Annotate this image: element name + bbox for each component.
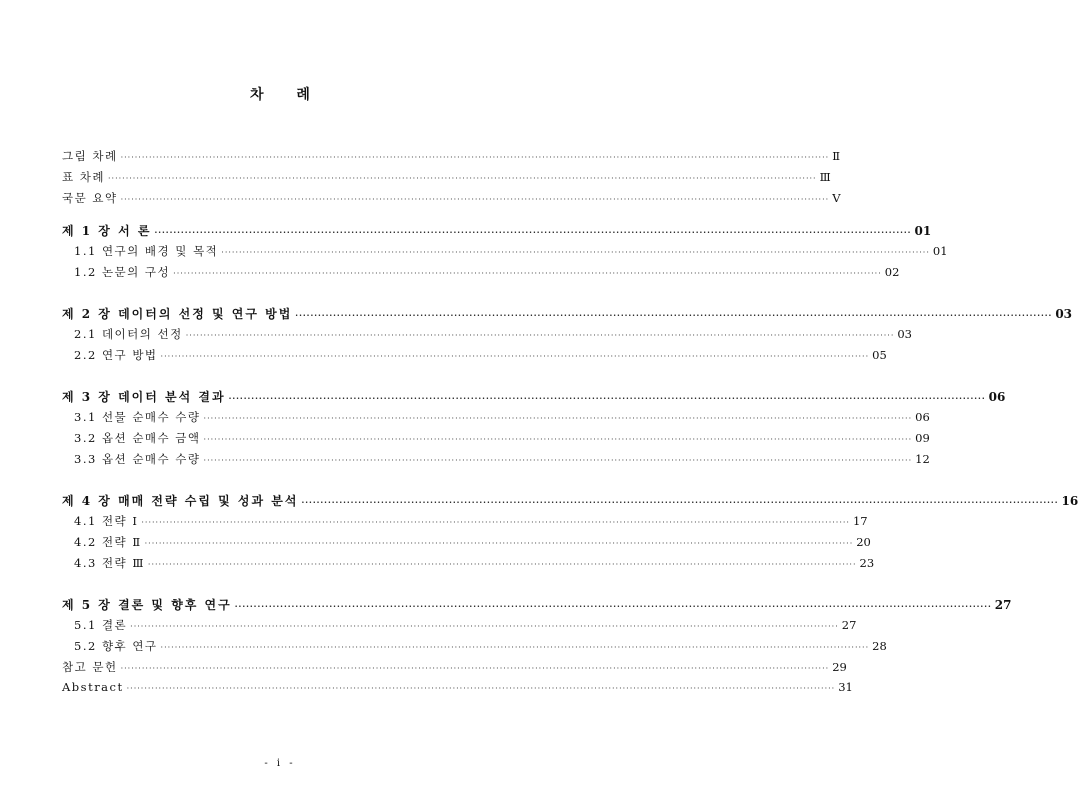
- toc-section-5-2[interactable]: [62, 638, 887, 659]
- leader-dots: ········································································································································································································: [120, 195, 830, 204]
- section-page: 02: [884, 265, 900, 279]
- toc-entry-page: 31: [838, 680, 853, 694]
- toc-entry-page: Ⅱ: [832, 149, 841, 163]
- leader-dots: ········································································································································································································: [295, 310, 1053, 320]
- section-label: 2.1 데이터의 선정: [74, 327, 183, 341]
- toc-entry-label: 그림 차례: [62, 149, 118, 163]
- chapter-label: 제 1 장 서 론: [62, 224, 152, 238]
- leader-dots: ········································································································································································································: [185, 331, 895, 340]
- leader-dots: ········································································································································································································: [120, 153, 830, 162]
- toc-section-3-3[interactable]: [62, 451, 930, 472]
- section-label: 5.2 향후 연구: [74, 639, 158, 653]
- chapter-label: 제 2 장 데이터의 선정 및 연구 방법: [62, 307, 293, 321]
- toc-entry-figures[interactable]: [62, 148, 841, 169]
- toc-entry-label: Abstract: [62, 680, 124, 694]
- toc-chapter-4[interactable]: [62, 492, 1078, 513]
- leader-dots: ········································································································································································································: [221, 248, 930, 257]
- section-page: 12: [915, 452, 930, 466]
- section-page: 05: [872, 348, 887, 362]
- leader-dots: ········································································································································································································: [160, 352, 870, 361]
- leader-dots: ········································································································································································································: [147, 560, 857, 569]
- section-label: 1.1 연구의 배경 및 목적: [74, 244, 219, 258]
- chapter-label: 제 4 장 매매 전략 수립 및 성과 분석: [62, 494, 299, 508]
- chapter-label: 제 5 장 결론 및 향후 연구: [62, 598, 232, 612]
- section-label: 4.3 전략 Ⅲ: [74, 556, 145, 570]
- toc-section-1-1[interactable]: [62, 243, 948, 264]
- table-of-contents: [62, 148, 1078, 701]
- toc-chapter-2[interactable]: [62, 305, 1073, 326]
- section-label: 4.1 전략 Ⅰ: [74, 514, 139, 528]
- leader-dots: ········································································································································································································: [203, 414, 913, 423]
- toc-section-3-2[interactable]: [62, 430, 930, 451]
- toc-chapter-5[interactable]: [62, 596, 1012, 617]
- toc-section-2-2[interactable]: [62, 347, 887, 368]
- toc-section-3-1[interactable]: [62, 409, 930, 430]
- chapter-page: 16: [1061, 494, 1078, 508]
- leader-dots: ········································································································································································································: [130, 622, 839, 631]
- leader-dots: ········································································································································································································: [107, 174, 817, 183]
- leader-dots: ········································································································································································································: [301, 497, 1059, 507]
- section-page: 28: [872, 639, 887, 653]
- leader-dots: ········································································································································································································: [154, 227, 912, 237]
- toc-entry-tables[interactable]: [62, 169, 831, 190]
- section-page: 27: [841, 618, 857, 632]
- section-page: 06: [915, 410, 930, 424]
- toc-section-4-2[interactable]: [62, 534, 871, 555]
- toc-title: 차 례: [250, 87, 324, 103]
- toc-entry-page: Ⅲ: [819, 170, 831, 184]
- leader-dots: ········································································································································································································: [120, 664, 830, 673]
- toc-entry-page: 29: [832, 660, 847, 674]
- toc-entry-label: 표 차례: [62, 170, 105, 184]
- chapter-page: 27: [994, 598, 1012, 612]
- section-page: 09: [915, 431, 930, 445]
- chapter-label: 제 3 장 데이터 분석 결과: [62, 390, 226, 404]
- toc-section-5-1[interactable]: [62, 617, 857, 638]
- section-label: 3.3 옵션 순매수 수량: [74, 452, 201, 466]
- toc-section-4-3[interactable]: [62, 555, 875, 576]
- section-label: 3.2 옵션 순매수 금액: [74, 431, 201, 445]
- toc-entry-abstract[interactable]: [62, 680, 853, 701]
- leader-dots: ········································································································································································································: [203, 435, 913, 444]
- section-label: 3.1 선물 순매수 수량: [74, 410, 201, 424]
- leader-dots: ········································································································································································································: [173, 269, 882, 278]
- leader-dots: ········································································································································································································: [126, 684, 836, 693]
- leader-dots: ········································································································································································································: [141, 518, 850, 527]
- section-page: 17: [852, 514, 868, 528]
- section-page: 20: [856, 535, 871, 549]
- toc-entry-label: 참고 문헌: [62, 660, 118, 674]
- toc-section-2-1[interactable]: [62, 326, 912, 347]
- chapter-page: 03: [1055, 307, 1073, 321]
- leader-dots: ········································································································································································································: [203, 456, 913, 465]
- chapter-page: 06: [988, 390, 1006, 404]
- section-label: 5.1 결론: [74, 618, 128, 632]
- toc-entry-references[interactable]: [62, 659, 847, 680]
- section-label: 2.2 연구 방법: [74, 348, 158, 362]
- toc-chapter-1[interactable]: [62, 222, 932, 243]
- toc-entry-page: Ⅴ: [832, 191, 841, 205]
- section-page: 03: [897, 327, 912, 341]
- section-label: 4.2 전략 Ⅱ: [74, 535, 142, 549]
- page-number: - ⅰ -: [264, 758, 296, 769]
- leader-dots: ········································································································································································································: [228, 393, 986, 403]
- leader-dots: ········································································································································································································: [234, 601, 992, 611]
- leader-dots: ········································································································································································································: [160, 643, 870, 652]
- section-page: 01: [932, 244, 948, 258]
- chapter-page: 01: [914, 224, 932, 238]
- section-page: 23: [859, 556, 875, 570]
- leader-dots: ········································································································································································································: [144, 539, 854, 548]
- toc-section-1-2[interactable]: [62, 264, 900, 285]
- toc-entry-label: 국문 요약: [62, 191, 118, 205]
- toc-chapter-3[interactable]: [62, 388, 1006, 409]
- section-label: 1.2 논문의 구성: [74, 265, 171, 279]
- toc-entry-korean-abstract[interactable]: [62, 190, 841, 211]
- toc-section-4-1[interactable]: [62, 513, 868, 534]
